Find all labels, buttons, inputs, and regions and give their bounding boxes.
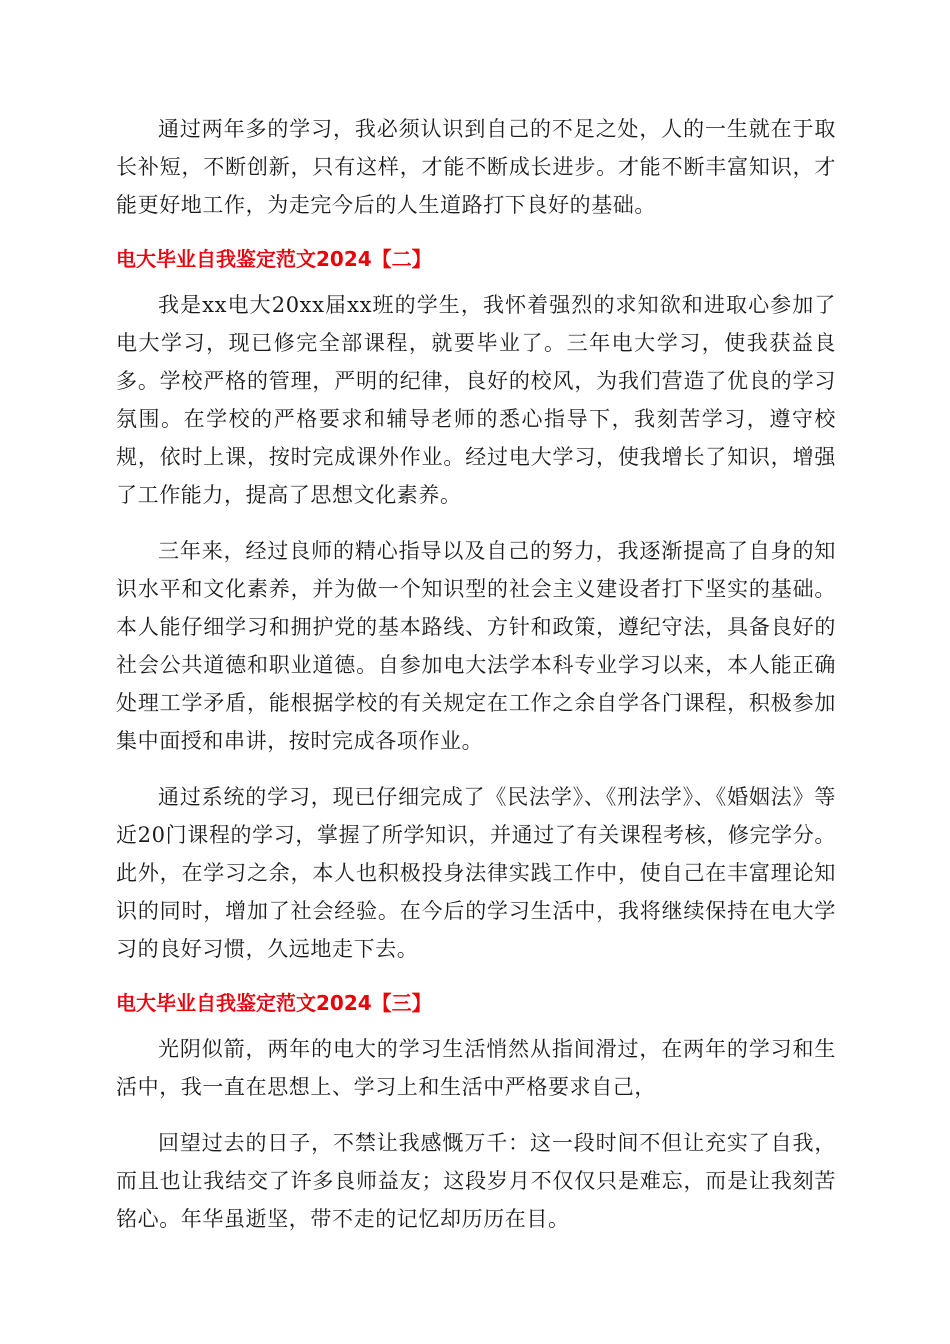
section-heading-3: 电大毕业自我鉴定范文2024【三】 <box>116 991 432 1015</box>
section-3-paragraph-2: 回望过去的日子，不禁让我感慨万千：这一段时间不但让充实了自我，而且也让我结交了许多良师益友；这段岁月不仅仅只是难忘，而是让我刻苦铭心。年华虽逝坚，带不走的记忆却历历在目。 <box>116 1131 836 1231</box>
section-2-paragraph-2: 三年来，经过良师的精心指导以及自己的努力，我逐渐提高了自身的知识水平和文化素养，并为做一个知识型的社会主义建设者打下坚实的基础。本人能仔细学习和拥护党的基本路线、方针和政策，遵纪守法，具备良好的社会公共道德和职业道德。自参加电大法学本科专业学习以来，本人能正确处理工学矛盾，能根据学校的有关规定在工作之余自学各门课程，积极参加集中面授和串讲，按时完成各项作业。 <box>116 539 836 753</box>
section-heading-2: 电大毕业自我鉴定范文2024【二】 <box>116 247 432 271</box>
intro-paragraph: 通过两年多的学习，我必须认识到自己的不足之处，人的一生就在于取长补短，不断创新，只有这样，才能不断成长进步。才能不断丰富知识，才能更好地工作，为走完今后的人生道路打下良好的基础。 <box>116 117 836 217</box>
section-2-paragraph-1: 我是xx电大20xx届xx班的学生，我怀着强烈的求知欲和进取心参加了电大学习，现已修完全部课程，就要毕业了。三年电大学习，使我获益良多。学校严格的管理，严明的纪律，良好的校风，为我们营造了优良的学习氛围。在学校的严格要求和辅导老师的悉心指导下，我刻苦学习，遵守校规，依时上课，按时完成课外作业。经过电大学习，使我增长了知识，增强了工作能力，提高了思想文化素养。 <box>116 293 836 507</box>
section-3-paragraph-1: 光阴似箭，两年的电大的学习生活悄然从指间滑过，在两年的学习和生活中，我一直在思想上、学习上和生活中严格要求自己， <box>116 1037 836 1099</box>
section-2-paragraph-3: 通过系统的学习，现已仔细完成了《民法学》、《刑法学》、《婚姻法》等近20门课程的学习，掌握了所学知识，并通过了有关课程考核，修完学分。此外，在学习之余，本人也积极投身法律实践工作中，使自己在丰富理论知识的同时，增加了社会经验。在今后的学习生活中，我将继续保持在电大学习的良好习惯，久远地走下去。 <box>116 785 836 961</box>
document-body <box>116 110 836 1256</box>
